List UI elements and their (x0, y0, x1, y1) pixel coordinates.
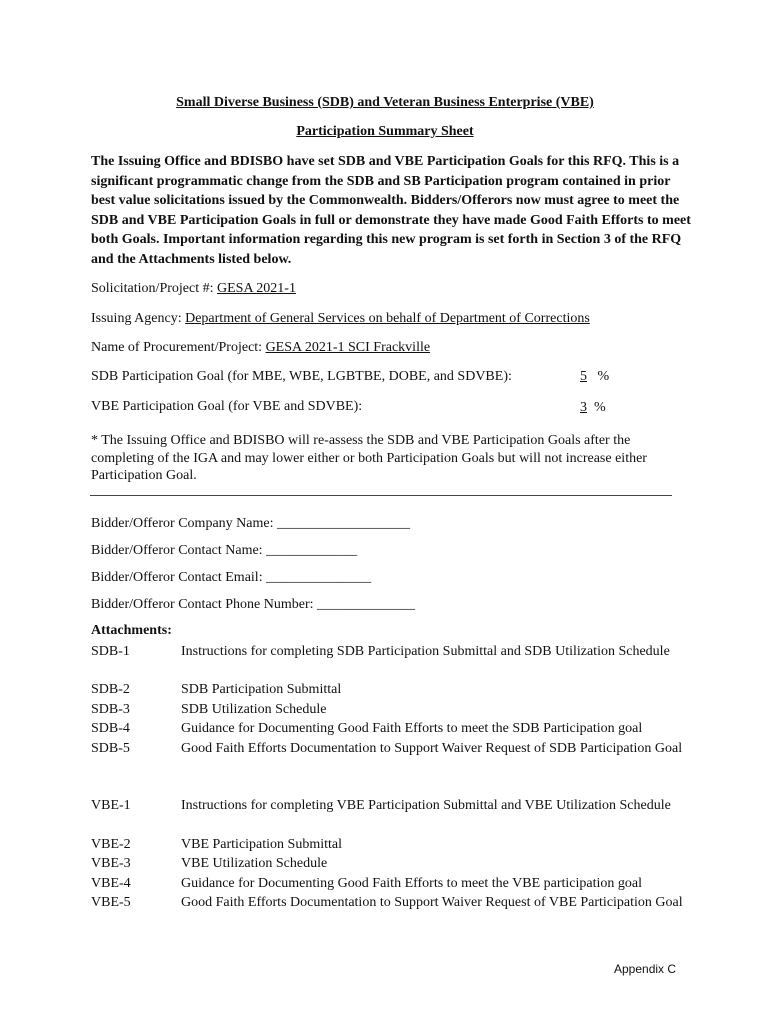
agency-line (91, 311, 590, 327)
vbe-goal-value (580, 400, 606, 416)
agency-label: Issuing Agency: (91, 311, 182, 326)
attachment-text: Good Faith Efforts Documentation to Support Waiver Request of VBE Participation Goal (181, 895, 683, 910)
attachment-text: Guidance for Documenting Good Faith Efforts to meet the VBE participation goal (181, 876, 642, 891)
reassess-note: * The Issuing Office and BDISBO will re-assess the SDB and VBE Participation Goals after the completing of the IGA and may lower either or both Participation Goals but will not increase either Participation Goal. (91, 433, 647, 483)
attachment-code: VBE-5 (91, 895, 131, 910)
attachment-code: SDB-1 (91, 644, 130, 659)
attachment-code: VBE-3 (91, 856, 131, 871)
contact-name-field[interactable]: Bidder/Offeror Contact Name: _____________ (91, 543, 358, 558)
agency-value: Department of General Services on behalf of Department of Corrections (185, 311, 590, 326)
attachment-code: SDB-3 (91, 702, 130, 717)
contact-email-field[interactable]: Bidder/Offeror Contact Email: _______________ (91, 570, 372, 585)
divider (90, 495, 672, 496)
procurement-label: Name of Procurement/Project: (91, 340, 263, 355)
solicitation-line (91, 281, 296, 297)
company-name-field[interactable]: Bidder/Offeror Company Name: ___________________ (91, 516, 410, 531)
attachments-heading: Attachments: (91, 623, 172, 638)
document-subtitle: Participation Summary Sheet (296, 124, 474, 139)
sdb-percent-sign: % (597, 369, 610, 384)
attachment-code: SDB-5 (91, 741, 130, 756)
attachment-text: SDB Participation Submittal (181, 682, 342, 697)
attachment-code: VBE-2 (91, 837, 131, 852)
attachment-text: VBE Participation Submittal (181, 837, 342, 852)
solicitation-value: GESA 2021-1 (217, 281, 296, 296)
procurement-line (91, 340, 430, 356)
sdb-goal-label: SDB Participation Goal (for MBE, WBE, LGBTBE, DOBE, and SDVBE): (91, 369, 512, 384)
sdb-goal-value (580, 369, 609, 385)
attachment-text: Instructions for completing SDB Participation Submittal and SDB Utilization Schedule (181, 644, 670, 659)
appendix-label: Appendix C (614, 962, 677, 976)
vbe-percent-sign: % (594, 400, 606, 415)
attachment-text: VBE Utilization Schedule (181, 856, 328, 871)
contact-phone-field[interactable]: Bidder/Offeror Contact Phone Number: ______________ (91, 597, 416, 612)
intro-paragraph: The Issuing Office and BDISBO have set SDB and VBE Participation Goals for this RFQ. This is a significant programmatic change from the SDB and SB Participation program contained in prior best value solicitations issued by the Commonwealth. Bidders/Offerors now must agree to meet the SDB and VBE Participation Goals in full or demonstrate they have made Good Faith Efforts to meet both Goals. Important information regarding this new program is set forth in Section 3 of the RFQ and the Attachments listed below. (91, 154, 691, 267)
attachment-code: SDB-2 (91, 682, 130, 697)
vbe-goal-number: 3 (580, 400, 587, 415)
attachment-text: Guidance for Documenting Good Faith Efforts to meet the SDB Participation goal (181, 721, 643, 736)
vbe-goal-label: VBE Participation Goal (for VBE and SDVBE): (91, 399, 363, 414)
document-title: Small Diverse Business (SDB) and Veteran Business Enterprise (VBE) (176, 95, 594, 110)
attachment-code: VBE-4 (91, 876, 131, 891)
attachment-text: Good Faith Efforts Documentation to Support Waiver Request of SDB Participation Goal (181, 741, 683, 756)
attachment-code: SDB-4 (91, 721, 130, 736)
procurement-value: GESA 2021-1 SCI Frackville (265, 340, 431, 355)
sdb-goal-number: 5 (580, 369, 587, 384)
attachment-code: VBE-1 (91, 798, 131, 813)
attachment-text: Instructions for completing VBE Participation Submittal and VBE Utilization Schedule (181, 798, 671, 813)
attachment-text: SDB Utilization Schedule (181, 702, 327, 717)
solicitation-label: Solicitation/Project #: (91, 281, 214, 296)
